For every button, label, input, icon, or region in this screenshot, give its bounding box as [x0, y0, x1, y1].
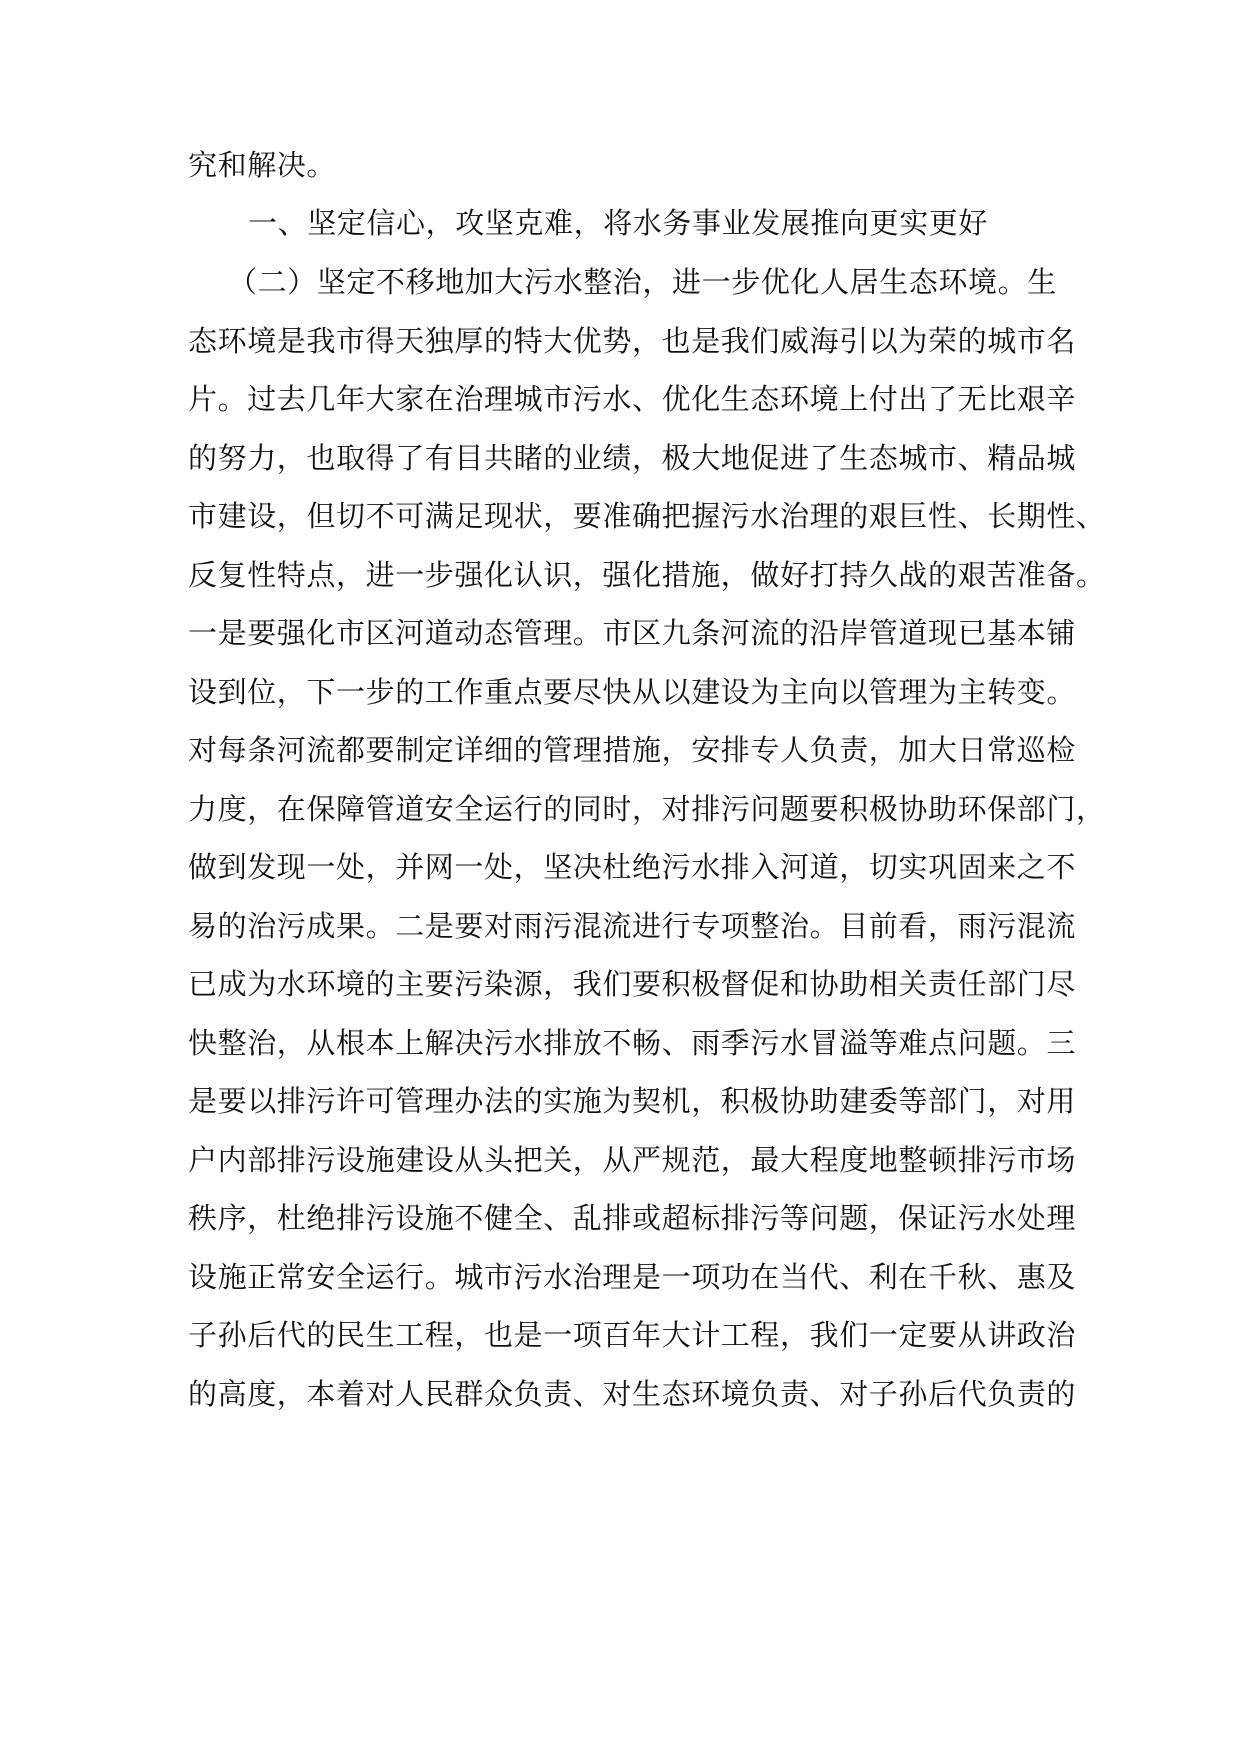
text-line: 反复性特点，进一步强化认识，强化措施，做好打持久战的艰苦准备。	[188, 558, 1106, 592]
text-line: 做到发现一处，并网一处，坚决杜绝污水排入河道，切实巩固来之不	[188, 850, 1077, 884]
text-line: 已成为水环境的主要污染源，我们要积极督促和协助相关责任部门尽	[188, 967, 1077, 1001]
text-line: 易的治污成果。二是要对雨污混流进行专项整治。目前看，雨污混流	[188, 909, 1077, 943]
text-line: 子孙后代的民生工程，也是一项百年大计工程，我们一定要从讲政治	[188, 1318, 1077, 1352]
text-line: 是要以排污许可管理办法的实施为契机，积极协助建委等部门，对用	[188, 1084, 1077, 1118]
text-line: 户内部排污设施建设从头把关，从严规范，最大程度地整顿排污市场	[188, 1143, 1077, 1177]
section-heading: 一、坚定信心，攻坚克难，将水务事业发展推向更实更好	[248, 206, 989, 240]
text-line: 设施正常安全运行。城市污水治理是一项功在当代、利在千秋、惠及	[188, 1260, 1077, 1294]
text-line: 态环境是我市得天独厚的特大优势，也是我们威海引以为荣的城市名	[188, 324, 1077, 358]
text-line: 设到位，下一步的工作重点要尽快从以建设为主向以管理为主转变。	[188, 675, 1077, 709]
text-line: 快整治，从根本上解决污水排放不畅、雨季污水冒溢等难点问题。三	[188, 1026, 1077, 1060]
text-line: 力度，在保障管道安全运行的同时，对排污问题要积极协助环保部门，	[188, 792, 1106, 826]
text-line: 片。过去几年大家在治理城市污水、优化生态环境上付出了无比艰辛	[188, 382, 1077, 416]
text-line: 市建设，但切不可满足现状，要准确把握污水治理的艰巨性、长期性、	[188, 499, 1106, 533]
text-line: 的高度，本着对人民群众负责、对生态环境负责、对子孙后代负责的	[188, 1377, 1077, 1411]
text-line: 究和解决。	[188, 148, 337, 182]
text-line: （二）坚定不移地加大污水整治，进一步优化人居生态环境。生	[228, 265, 1057, 299]
text-line: 秩序，杜绝排污设施不健全、乱排或超标排污等问题，保证污水处理	[188, 1201, 1077, 1235]
text-line: 的努力，也取得了有目共睹的业绩，极大地促进了生态城市、精品城	[188, 441, 1077, 475]
text-line: 一是要强化市区河道动态管理。市区九条河流的沿岸管道现已基本铺	[188, 616, 1077, 650]
text-line: 对每条河流都要制定详细的管理措施，安排专人负责，加大日常巡检	[188, 733, 1077, 767]
